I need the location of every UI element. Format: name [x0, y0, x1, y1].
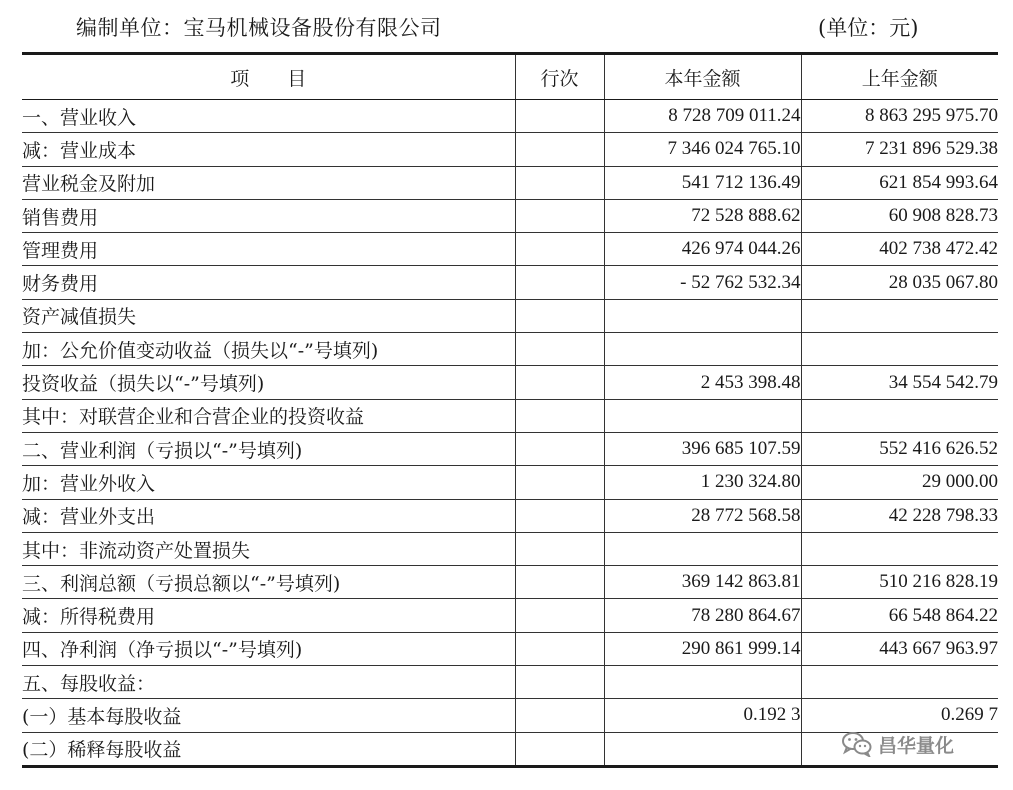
- table-header-row: [22, 54, 998, 100]
- row-label: 四、净利润（净亏损以“-”号填列): [22, 632, 515, 665]
- row-line-number: [515, 666, 604, 699]
- row-previous-year-amount: 510 216 828.19: [801, 566, 998, 599]
- row-line-number: [515, 199, 604, 232]
- row-current-year-amount: 7 346 024 765.10: [604, 133, 801, 166]
- row-current-year-amount: 1 230 324.80: [604, 466, 801, 499]
- wechat-icon: [842, 731, 872, 757]
- row-line-number: [515, 366, 604, 399]
- row-previous-year-amount: 621 854 993.64: [801, 166, 998, 199]
- row-current-year-amount: 78 280 864.67: [604, 599, 801, 632]
- row-previous-year-amount: 0.269 7: [801, 699, 998, 732]
- table-row: [22, 233, 998, 266]
- row-line-number: [515, 499, 604, 532]
- table-row: [22, 566, 998, 599]
- table-row: [22, 266, 998, 299]
- row-label: (一）基本每股收益: [22, 699, 515, 732]
- row-label: (二）稀释每股收益: [22, 732, 515, 766]
- row-current-year-amount: [604, 532, 801, 565]
- table-row: [22, 599, 998, 632]
- row-current-year-amount: [604, 399, 801, 432]
- table-row: [22, 432, 998, 465]
- row-label: 加：公允价值变动收益（损失以“-”号填列): [22, 333, 515, 366]
- row-previous-year-amount: [801, 532, 998, 565]
- row-current-year-amount: [604, 299, 801, 332]
- column-header-item: 项 目: [22, 54, 515, 100]
- row-current-year-amount: 396 685 107.59: [604, 432, 801, 465]
- row-label: 二、营业利润（亏损以“-”号填列): [22, 432, 515, 465]
- row-current-year-amount: 28 772 568.58: [604, 499, 801, 532]
- row-previous-year-amount: [801, 299, 998, 332]
- row-current-year-amount: 72 528 888.62: [604, 199, 801, 232]
- table-body: [22, 100, 998, 767]
- table-row: [22, 699, 998, 732]
- row-line-number: [515, 266, 604, 299]
- row-line-number: [515, 399, 604, 432]
- row-label: 减：所得税费用: [22, 599, 515, 632]
- row-label: 减：营业外支出: [22, 499, 515, 532]
- row-line-number: [515, 699, 604, 732]
- income-statement-table: [22, 52, 998, 768]
- table-row: [22, 466, 998, 499]
- table-row: [22, 100, 998, 133]
- table-row: [22, 299, 998, 332]
- row-line-number: [515, 599, 604, 632]
- table-row: [22, 499, 998, 532]
- row-current-year-amount: 426 974 044.26: [604, 233, 801, 266]
- row-previous-year-amount: 7 231 896 529.38: [801, 133, 998, 166]
- watermark: [842, 729, 954, 759]
- row-current-year-amount: [604, 666, 801, 699]
- row-current-year-amount: [604, 333, 801, 366]
- row-label: 财务费用: [22, 266, 515, 299]
- row-previous-year-amount: [801, 666, 998, 699]
- row-label: 三、利润总额（亏损总额以“-”号填列): [22, 566, 515, 599]
- row-current-year-amount: 369 142 863.81: [604, 566, 801, 599]
- row-line-number: [515, 166, 604, 199]
- row-label: 一、营业收入: [22, 100, 515, 133]
- table-row: [22, 166, 998, 199]
- row-label: 五、每股收益：: [22, 666, 515, 699]
- row-previous-year-amount: 60 908 828.73: [801, 199, 998, 232]
- row-current-year-amount: 8 728 709 011.24: [604, 100, 801, 133]
- row-previous-year-amount: [801, 333, 998, 366]
- row-previous-year-amount: 8 863 295 975.70: [801, 100, 998, 133]
- row-line-number: [515, 299, 604, 332]
- row-current-year-amount: 0.192 3: [604, 699, 801, 732]
- row-previous-year-amount: 28 035 067.80: [801, 266, 998, 299]
- row-label: 投资收益（损失以“-”号填列): [22, 366, 515, 399]
- row-label: 销售费用: [22, 199, 515, 232]
- row-label: 其中：对联营企业和合营企业的投资收益: [22, 399, 515, 432]
- row-previous-year-amount: [801, 399, 998, 432]
- row-previous-year-amount: 443 667 963.97: [801, 632, 998, 665]
- row-current-year-amount: 541 712 136.49: [604, 166, 801, 199]
- row-line-number: [515, 432, 604, 465]
- currency-unit-label: (单位：元): [818, 16, 919, 40]
- row-line-number: [515, 100, 604, 133]
- row-previous-year-amount: 402 738 472.42: [801, 233, 998, 266]
- row-line-number: [515, 333, 604, 366]
- row-current-year-amount: 2 453 398.48: [604, 366, 801, 399]
- row-label: 加：营业外收入: [22, 466, 515, 499]
- row-label: 减：营业成本: [22, 133, 515, 166]
- row-label: 其中：非流动资产处置损失: [22, 532, 515, 565]
- company-label: 编制单位：宝马机械设备股份有限公司: [76, 16, 442, 40]
- row-label: 资产减值损失: [22, 299, 515, 332]
- table-row: [22, 532, 998, 565]
- row-previous-year-amount: 552 416 626.52: [801, 432, 998, 465]
- row-previous-year-amount: 34 554 542.79: [801, 366, 998, 399]
- row-current-year-amount: 290 861 999.14: [604, 632, 801, 665]
- row-current-year-amount: [604, 732, 801, 766]
- table-row: [22, 366, 998, 399]
- table-row: [22, 666, 998, 699]
- row-line-number: [515, 632, 604, 665]
- row-previous-year-amount: 29 000.00: [801, 466, 998, 499]
- table-row: [22, 333, 998, 366]
- table-row: [22, 399, 998, 432]
- row-current-year-amount: - 52 762 532.34: [604, 266, 801, 299]
- table-row: [22, 632, 998, 665]
- row-line-number: [515, 732, 604, 766]
- row-line-number: [515, 133, 604, 166]
- watermark-text: 昌华量化: [878, 734, 955, 757]
- column-header-current-year: 本年金额: [604, 54, 801, 100]
- row-previous-year-amount: 42 228 798.33: [801, 499, 998, 532]
- table-row: [22, 199, 998, 232]
- row-previous-year-amount: 66 548 864.22: [801, 599, 998, 632]
- report-header: [0, 0, 1013, 50]
- table-row: [22, 133, 998, 166]
- row-line-number: [515, 233, 604, 266]
- column-header-line: 行次: [515, 54, 604, 100]
- row-label: 管理费用: [22, 233, 515, 266]
- row-line-number: [515, 466, 604, 499]
- column-header-previous-year: 上年金额: [801, 54, 998, 100]
- row-label: 营业税金及附加: [22, 166, 515, 199]
- row-line-number: [515, 532, 604, 565]
- row-line-number: [515, 566, 604, 599]
